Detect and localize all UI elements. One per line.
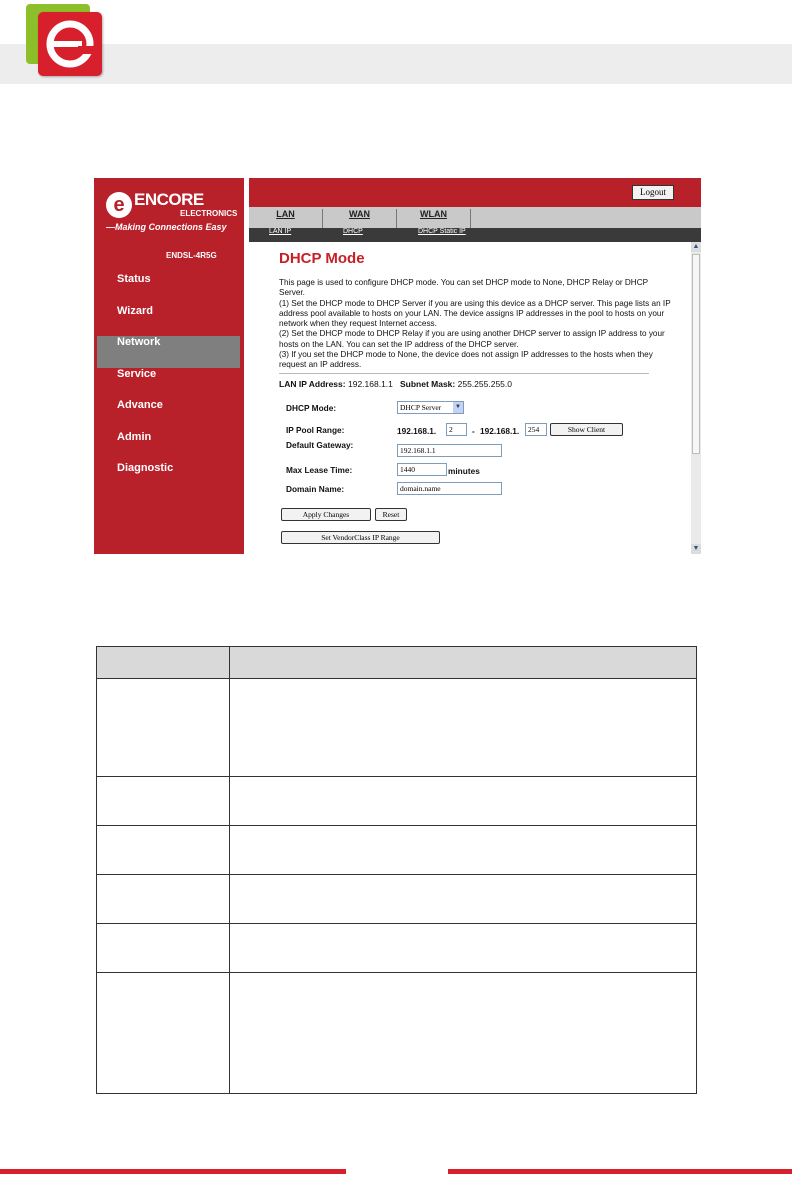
table-row bbox=[97, 924, 697, 973]
set-vendorclass-button[interactable]: Set VendorClass IP Range bbox=[281, 531, 440, 544]
tab-wan[interactable]: WAN bbox=[323, 209, 397, 228]
lease-unit: minutes bbox=[448, 466, 480, 476]
brand-tagline: —Making Connections Easy bbox=[106, 222, 227, 232]
brand-subtitle: ELECTRONICS bbox=[180, 209, 238, 218]
sidebar-item-status[interactable]: Status bbox=[117, 273, 151, 285]
default-gateway-input[interactable]: 192.168.1.1 bbox=[397, 444, 502, 457]
page-title: DHCP Mode bbox=[279, 250, 365, 267]
brand-name: ENCORE bbox=[134, 190, 204, 209]
main-panel bbox=[249, 178, 701, 554]
pool-end-prefix: 192.168.1. bbox=[480, 426, 520, 436]
sidebar-item-service[interactable]: Service bbox=[117, 367, 157, 380]
brand-tagline-text: Making Connections Easy bbox=[115, 222, 227, 232]
brand-e-icon: e bbox=[106, 192, 132, 218]
table-cell bbox=[97, 875, 230, 924]
table-cell bbox=[230, 826, 697, 875]
scroll-down-icon[interactable]: ▼ bbox=[692, 545, 700, 552]
sidebar-item-wizard[interactable]: Wizard bbox=[117, 304, 153, 317]
table-row bbox=[97, 875, 697, 924]
description-intro: This page is used to configure DHCP mode. You can set DHCP mode to None, DHCP Relay or DHCP Server. bbox=[279, 278, 648, 298]
encore-logo-icon bbox=[38, 12, 102, 76]
description-none: (3) If you set the DHCP mode to None, the device does not assign IP addresses to the hosts when they request an IP address. bbox=[279, 350, 653, 370]
description-table bbox=[96, 646, 697, 1094]
sidebar-item-diagnostic[interactable]: Diagnostic bbox=[117, 462, 174, 474]
table-cell bbox=[97, 777, 230, 826]
divider bbox=[279, 373, 649, 374]
footer-line-right bbox=[448, 1169, 792, 1174]
table-cell bbox=[97, 924, 230, 973]
tab-lan[interactable]: LAN bbox=[249, 209, 323, 228]
sidebar-item-network[interactable]: Network bbox=[97, 336, 240, 368]
dhcp-mode-value: DHCP Server bbox=[400, 403, 442, 412]
subtab-bar bbox=[249, 228, 701, 242]
pool-end-input[interactable]: 254 bbox=[525, 423, 547, 436]
chevron-down-icon[interactable]: ▼ bbox=[453, 402, 463, 413]
show-client-button[interactable]: Show Client bbox=[550, 423, 623, 436]
table-cell bbox=[230, 777, 697, 826]
max-lease-input[interactable]: 1440 bbox=[397, 463, 447, 476]
scroll-up-icon[interactable]: ▲ bbox=[692, 243, 700, 250]
tab-wlan[interactable]: WLAN bbox=[397, 209, 471, 228]
lan-ip-label: LAN IP Address: bbox=[279, 379, 346, 389]
table-cell bbox=[97, 679, 230, 777]
lan-ip-value: 192.168.1.1 bbox=[347, 379, 393, 389]
tab-bar bbox=[249, 207, 701, 228]
sidebar bbox=[94, 178, 244, 554]
domain-name-label: Domain Name: bbox=[286, 484, 345, 494]
reset-button[interactable]: Reset bbox=[375, 508, 407, 521]
table-row bbox=[97, 777, 697, 826]
table-cell bbox=[230, 924, 697, 973]
table-row bbox=[97, 973, 697, 1094]
table-cell bbox=[230, 973, 697, 1094]
subnet-mask-value: 255.255.255.0 bbox=[457, 379, 512, 389]
router-ui-screenshot bbox=[94, 178, 701, 554]
subnet-mask-label: Subnet Mask: bbox=[399, 379, 456, 389]
table-row bbox=[97, 679, 697, 777]
sidebar-nav bbox=[97, 273, 240, 494]
table-cell bbox=[230, 679, 697, 777]
default-gateway-label: Default Gateway: bbox=[286, 440, 354, 450]
content-area bbox=[249, 242, 691, 554]
lan-info bbox=[279, 379, 512, 389]
sidebar-item-admin[interactable]: Admin bbox=[117, 430, 152, 443]
table-cell bbox=[97, 973, 230, 1094]
page-header-band bbox=[0, 44, 792, 84]
logout-button[interactable]: Logout bbox=[632, 185, 674, 200]
sidebar-item-advance[interactable]: Advance bbox=[117, 399, 163, 411]
table-cell bbox=[97, 826, 230, 875]
apply-changes-button[interactable]: Apply Changes bbox=[281, 508, 371, 521]
footer-line-left bbox=[0, 1169, 346, 1174]
table-header-row bbox=[97, 647, 697, 679]
description-server: (1) Set the DHCP mode to DHCP Server if you are using this device as a DHCP server. This page lists an IP address pool available to hosts on your LAN. The device assigns IP addresses in the pool to hosts on your network when they request Internet access. bbox=[279, 298, 671, 329]
pool-start-input[interactable]: 2 bbox=[446, 423, 467, 436]
table-row bbox=[97, 826, 697, 875]
pool-range-dash: - bbox=[472, 426, 475, 436]
description-relay: (2) Set the DHCP mode to DHCP Relay if you are using another DHCP server to assign IP address to your hosts on the LAN. You can set the IP address of the DHCP server. bbox=[279, 329, 665, 349]
table-header-cell bbox=[97, 647, 230, 679]
top-bar bbox=[249, 178, 701, 207]
max-lease-label: Max Lease Time: bbox=[286, 465, 353, 475]
subtab-dhcp-static-ip[interactable]: DHCP Static IP bbox=[418, 228, 466, 235]
subtab-dhcp[interactable]: DHCP bbox=[343, 228, 363, 235]
vertical-scrollbar[interactable] bbox=[691, 242, 701, 554]
ip-pool-label: IP Pool Range: bbox=[286, 425, 345, 435]
page-description bbox=[279, 278, 675, 371]
subtab-lan-ip[interactable]: LAN IP bbox=[269, 228, 292, 235]
table-cell bbox=[230, 875, 697, 924]
dhcp-mode-label: DHCP Mode: bbox=[286, 403, 337, 413]
domain-name-input[interactable]: domain.name bbox=[397, 482, 502, 495]
table-header-cell bbox=[230, 647, 697, 679]
scroll-thumb[interactable] bbox=[692, 254, 700, 454]
pool-start-prefix: 192.168.1. bbox=[397, 426, 437, 436]
brand-logo bbox=[106, 188, 238, 232]
model-name: ENDSL-4R5G bbox=[166, 251, 217, 260]
dhcp-mode-select[interactable] bbox=[397, 401, 464, 414]
